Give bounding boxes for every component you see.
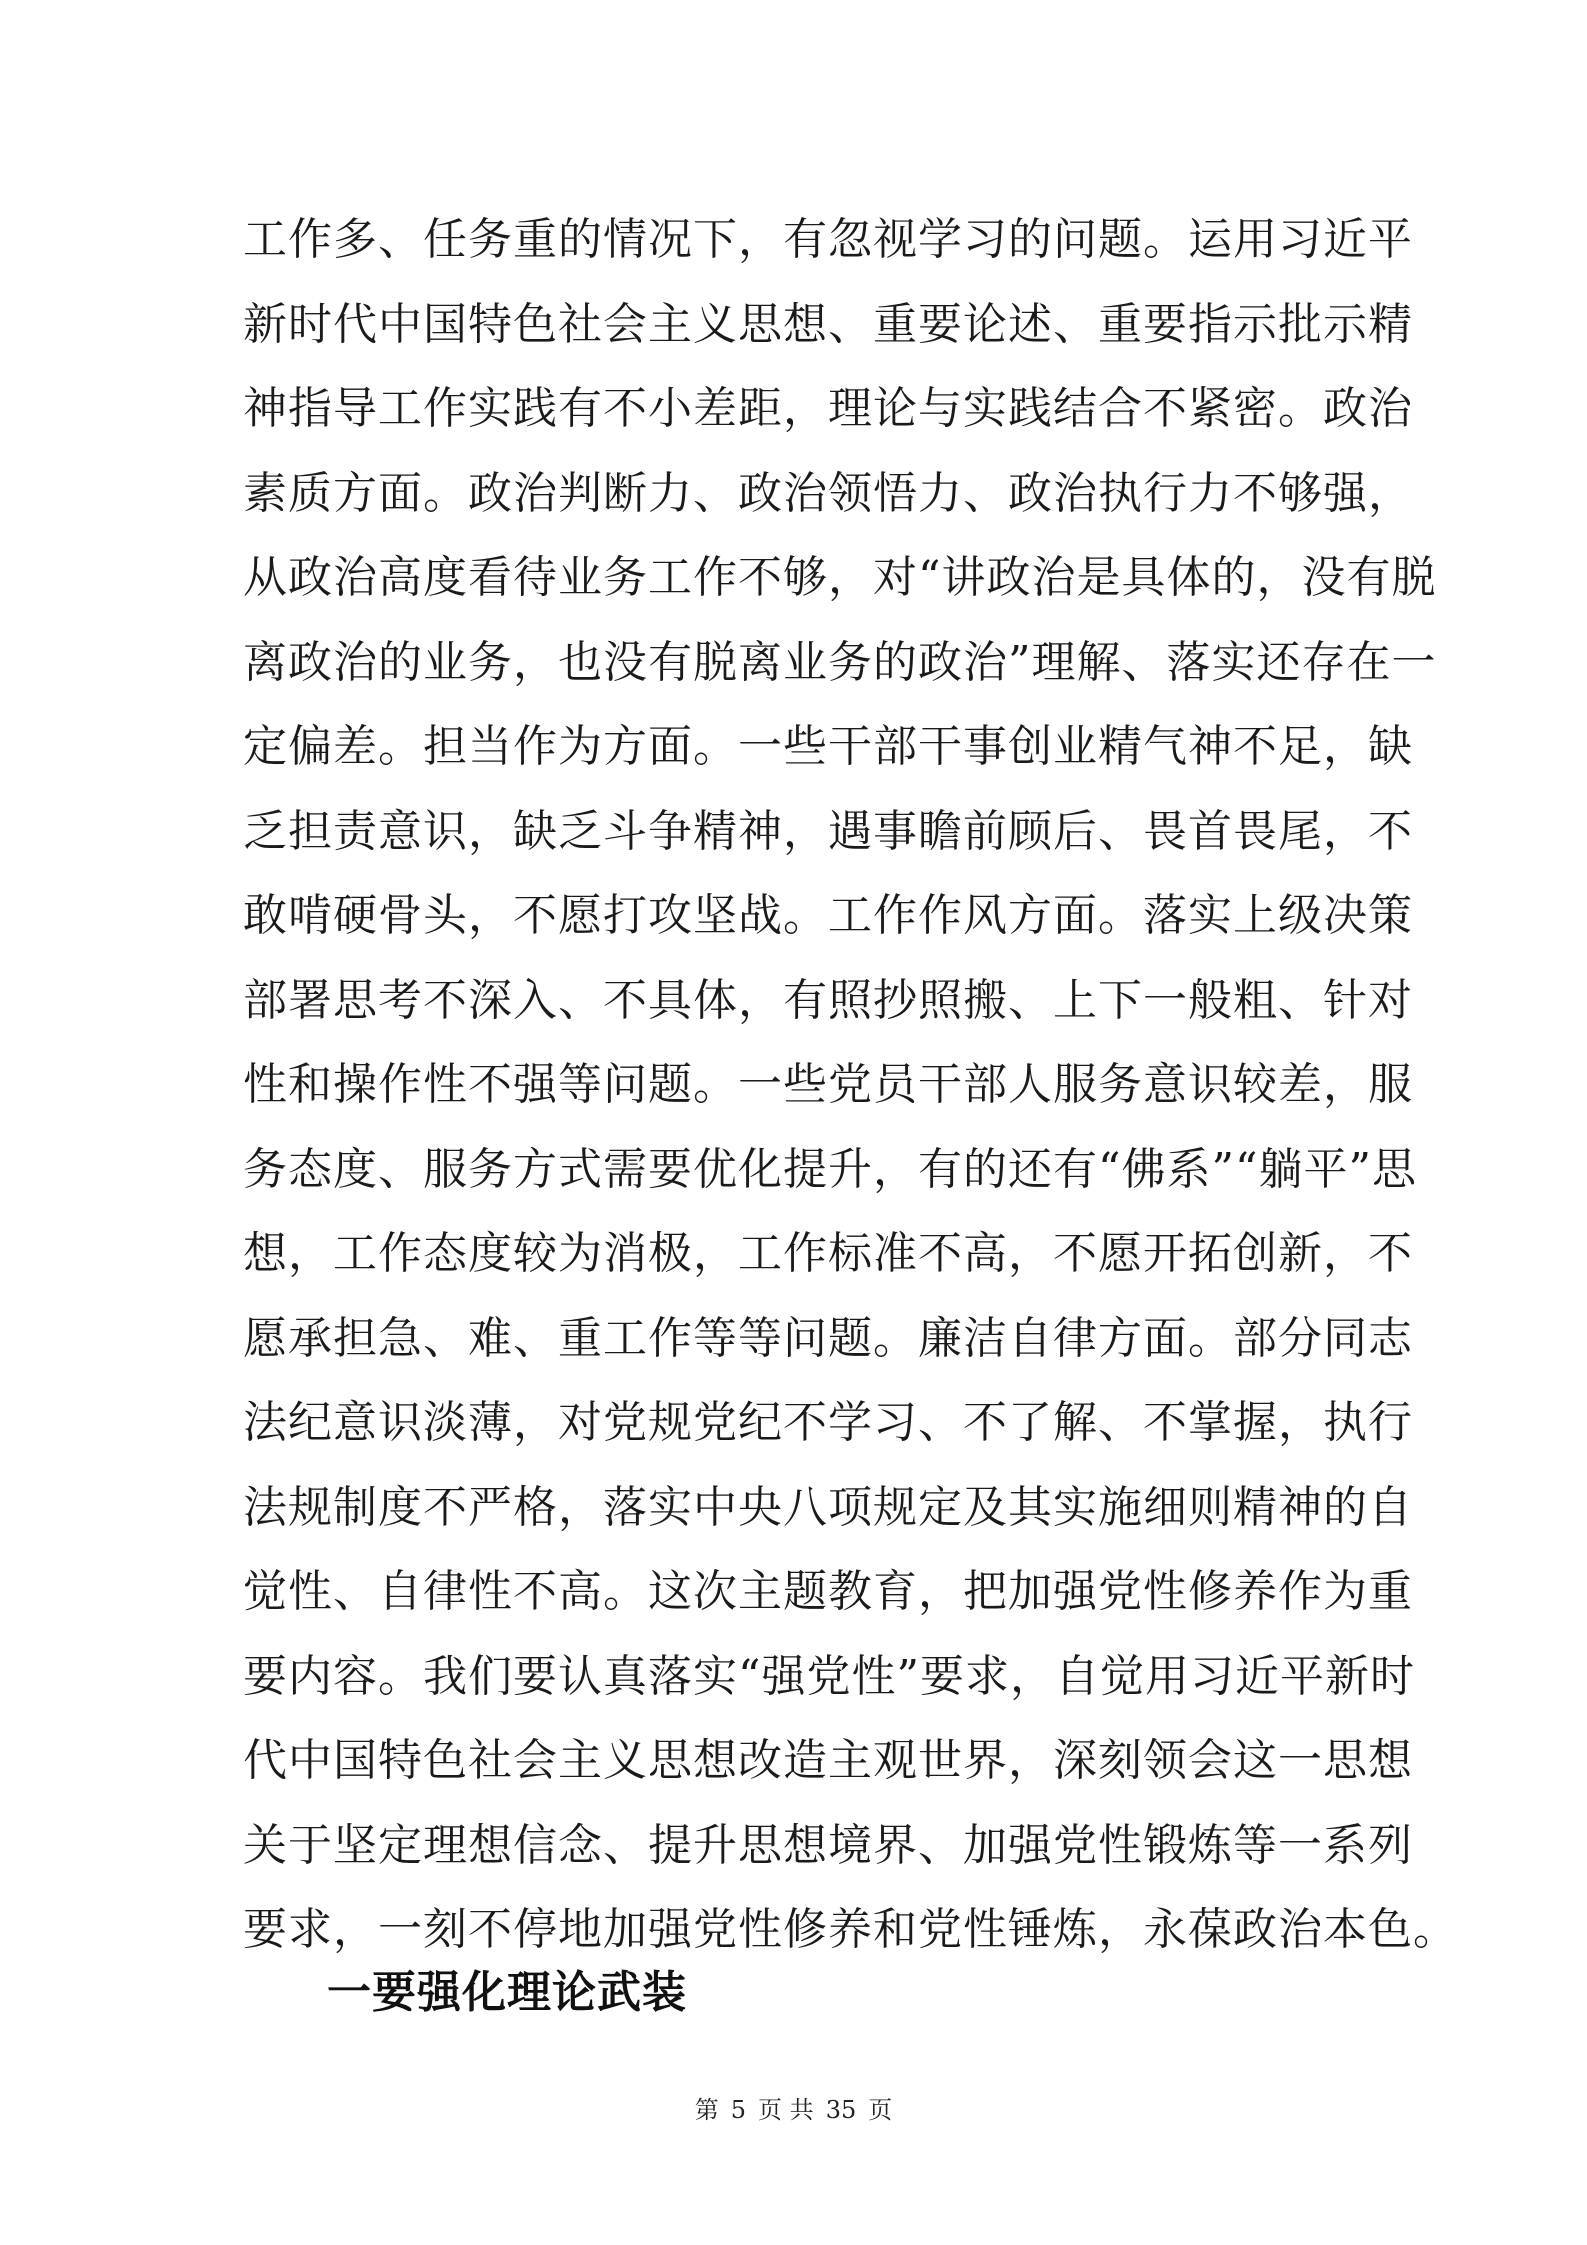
text-line: 定偏差。担当作为方面。一些干部干事创业精气神不足，缺 bbox=[243, 721, 1413, 772]
text-line: 离政治的业务，也没有脱离业务的政治”理解、落实还存在一 bbox=[243, 636, 1437, 688]
footer-middle: 页 共 bbox=[758, 2096, 814, 2124]
footer-prefix: 第 bbox=[694, 2096, 719, 2124]
text-line: 愿承担急、难、重工作等等问题。廉洁自律方面。部分同志 bbox=[243, 1312, 1413, 1364]
text-line: 神指导工作实践有不小差距，理论与实践结合不紧密。政治 bbox=[243, 383, 1413, 434]
text-line: 关于坚定理想信念、提升思想境界、加强党性锻炼等一系列 bbox=[243, 1819, 1413, 1871]
page-number: 5 bbox=[730, 2096, 747, 2124]
text-line: 要求，一刻不停地加强党性修养和党性锤炼，永葆政治本色。 bbox=[243, 1904, 1458, 1955]
text-line: 乏担责意识，缺乏斗争精神，遇事瞻前顾后、畏首畏尾，不 bbox=[243, 805, 1413, 857]
text-line: 代中国特色社会主义思想改造主观世界，深刻领会这一思想 bbox=[243, 1735, 1413, 1786]
text-line: 敢啃硬骨头，不愿打攻坚战。工作作风方面。落实上级决策 bbox=[243, 890, 1413, 941]
footer-suffix: 页 bbox=[868, 2096, 893, 2124]
text-line: 性和操作性不强等问题。一些党员干部人服务意识较差，服 bbox=[243, 1059, 1413, 1110]
total-pages: 35 bbox=[825, 2096, 857, 2124]
text-line: 新时代中国特色社会主义思想、重要论述、重要指示批示精 bbox=[243, 298, 1413, 350]
text-line: 务态度、服务方式需要优化提升，有的还有“佛系”“躺平”思 bbox=[243, 1143, 1417, 1195]
text-line: 部署思考不深入、不具体，有照抄照搬、上下一般粗、针对 bbox=[243, 974, 1413, 1026]
text-line: 从政治高度看待业务工作不够，对“讲政治是具体的，没有脱 bbox=[243, 552, 1437, 603]
page-footer bbox=[0, 2090, 1587, 2125]
text-line: 法纪意识淡薄，对党规党纪不学习、不了解、不掌握，执行 bbox=[243, 1397, 1413, 1448]
text-line: 觉性、自律性不高。这次主题教育，把加强党性修养作为重 bbox=[243, 1566, 1413, 1617]
text-line: 法规制度不严格，落实中央八项规定及其实施细则精神的自 bbox=[243, 1481, 1413, 1533]
section-heading: 一要强化理论武装 bbox=[327, 1967, 687, 2018]
text-line: 素质方面。政治判断力、政治领悟力、政治执行力不够强， bbox=[243, 467, 1413, 519]
body-paragraph bbox=[243, 198, 1458, 1973]
text-line: 要内容。我们要认真落实“强党性”要求，自觉用习近平新时 bbox=[243, 1650, 1415, 1702]
text-line: 工作多、任务重的情况下，有忽视学习的问题。运用习近平 bbox=[243, 214, 1413, 265]
text-line: 想，工作态度较为消极，工作标准不高，不愿开拓创新，不 bbox=[243, 1228, 1413, 1279]
